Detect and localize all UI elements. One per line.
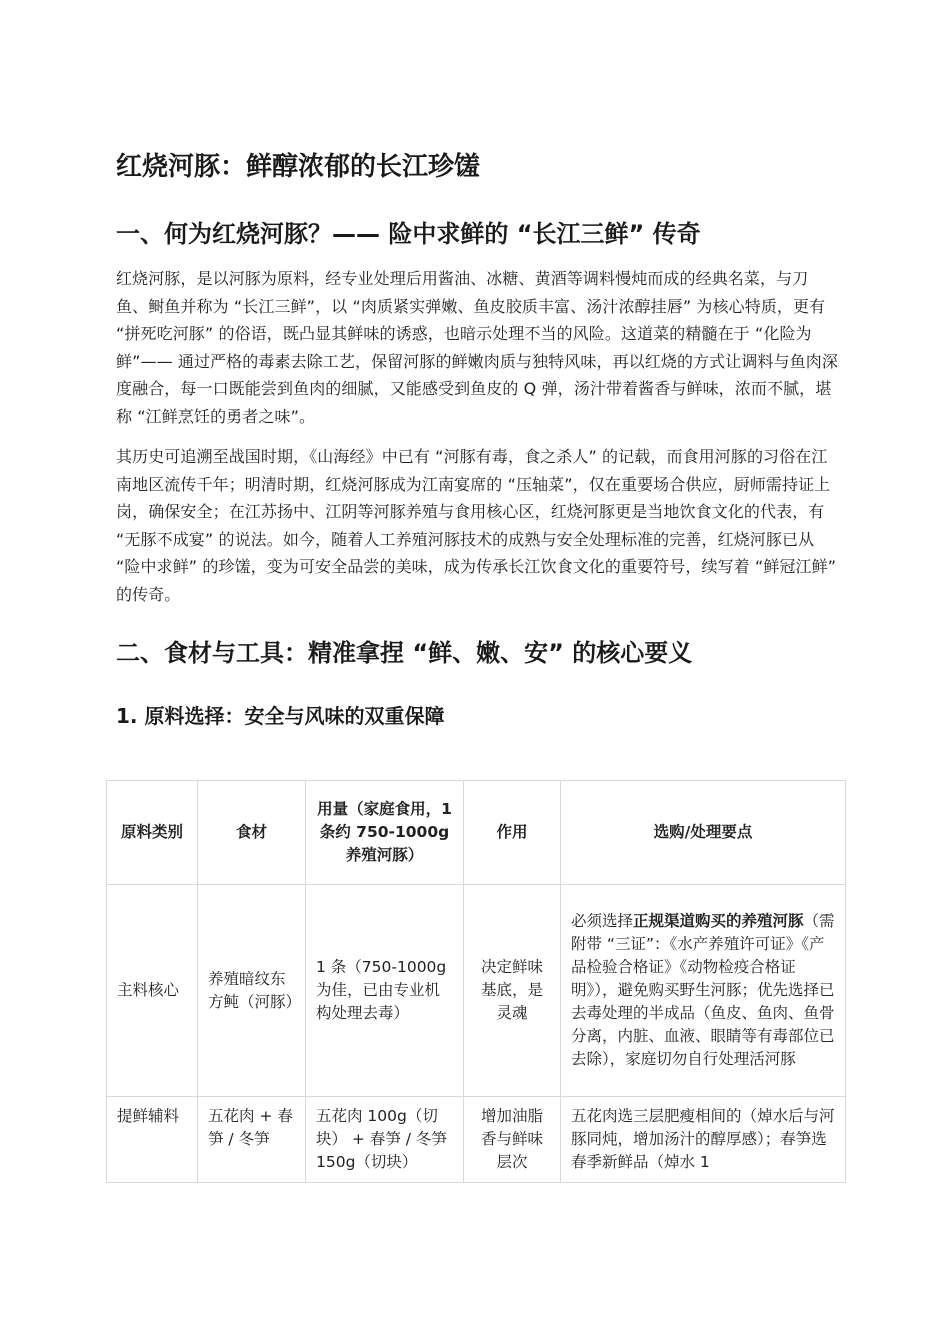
table-header-cell: 原料类别 (107, 781, 198, 885)
table-row (107, 1097, 846, 1183)
table-cell-tips: 五花肉选三层肥瘦相间的（焯水后与河豚同炖，增加汤汁的醇厚感）；春笋选春季新鲜品（焯水 1 (561, 1097, 846, 1183)
table-cell-category: 主料核心 (107, 885, 198, 1097)
page-bottom-clip (0, 1210, 950, 1344)
table-header-cell: 用量（家庭食用，1 条约 750-1000g 养殖河豚） (306, 781, 464, 885)
section-1-paragraph-2: 其历史可追溯至战国时期，《山海经》中已有 “河豚有毒，食之杀人” 的记载，而食用河豚的习俗在江南地区流传千年；明清时期，红烧河豚成为江南宴席的 “压轴菜”，仅在重要场合供应，厨师需持证上岗，确保安全；在江苏扬中、江阴等河豚养殖与食用核心区，红烧河豚更是当地饮食文化的代表，有 “无豚不成宴” 的说法。如今，随着人工养殖河豚技术的成熟与安全处理标准的完善，红烧河豚已从 “险中求鲜” 的珍馐，变为可安全品尝的美味，成为传承长江饮食文化的重要符号，续写着 “鲜冠江鲜” 的传奇。 (116, 447, 837, 604)
table-cell-ingredient: 五花肉 + 春笋 / 冬笋 (198, 1097, 306, 1183)
table-header-cell: 食材 (198, 781, 306, 885)
tips-text: （需附带 “三证”：《水产养殖许可证》《产品检验合格证》《动物检疫合格证明》），避免购买野生河豚；优先选择已去毒处理的半成品（鱼皮、鱼肉、鱼骨分离，内脏、血液、眼睛等有毒部位已去除），家庭切勿自行处理活河豚 (571, 912, 835, 1068)
page-title: 红烧河豚：鲜醇浓郁的长江珍馐 (116, 152, 481, 182)
table-header-cell: 作用 (464, 781, 561, 885)
table-cell-amount: 1 条（750-1000g 为佳，已由专业机构处理去毒） (306, 885, 464, 1097)
section-2-heading: 二、食材与工具：精准拿捏 “鲜、嫩、安” 的核心要义 (116, 639, 693, 667)
section-1-heading: 一、何为红烧河豚？—— 险中求鲜的 “长江三鲜” 传奇 (116, 220, 701, 248)
table-cell-category: 提鲜辅料 (107, 1097, 198, 1183)
table-cell-role: 增加油脂香与鲜味层次 (464, 1097, 561, 1183)
table-cell-amount: 五花肉 100g（切块） + 春笋 / 冬笋 150g（切块） (306, 1097, 464, 1183)
ingredient-table (106, 780, 846, 1183)
table-cell-tips (561, 885, 846, 1097)
section-2-subheading: 1. 原料选择：安全与风味的双重保障 (116, 704, 445, 728)
tips-text: 必须选择 (571, 912, 634, 930)
table-row (107, 885, 846, 1097)
table-header-row (107, 781, 846, 885)
table-cell-role: 决定鲜味基底，是灵魂 (464, 885, 561, 1097)
table-cell-ingredient: 养殖暗纹东方鲀（河豚） (198, 885, 306, 1097)
table-header-cell: 选购/处理要点 (561, 781, 846, 885)
section-1-paragraph-1: 红烧河豚，是以河豚为原料，经专业处理后用酱油、冰糖、黄酒等调料慢炖而成的经典名菜，与刀鱼、鲥鱼并称为 “长江三鲜”，以 “肉质紧实弹嫩、鱼皮胶质丰富、汤汁浓醇挂唇” 为核心特质，更有 “拼死吃河豚” 的俗语，既凸显其鲜味的诱惑，也暗示处理不当的风险。这道菜的精髓在于 “化险为鲜”—— 通过严格的毒素去除工艺，保留河豚的鲜嫩肉质与独特风味，再以红烧的方式让调料与鱼肉深度融合，每一口既能尝到鱼肉的细腻，又能感受到鱼皮的 Q 弹，汤汁带着酱香与鲜味，浓而不腻，堪称 “江鲜烹饪的勇者之味”。 (116, 269, 838, 426)
tips-emphasis: 正规渠道购买的养殖河豚 (633, 912, 804, 930)
